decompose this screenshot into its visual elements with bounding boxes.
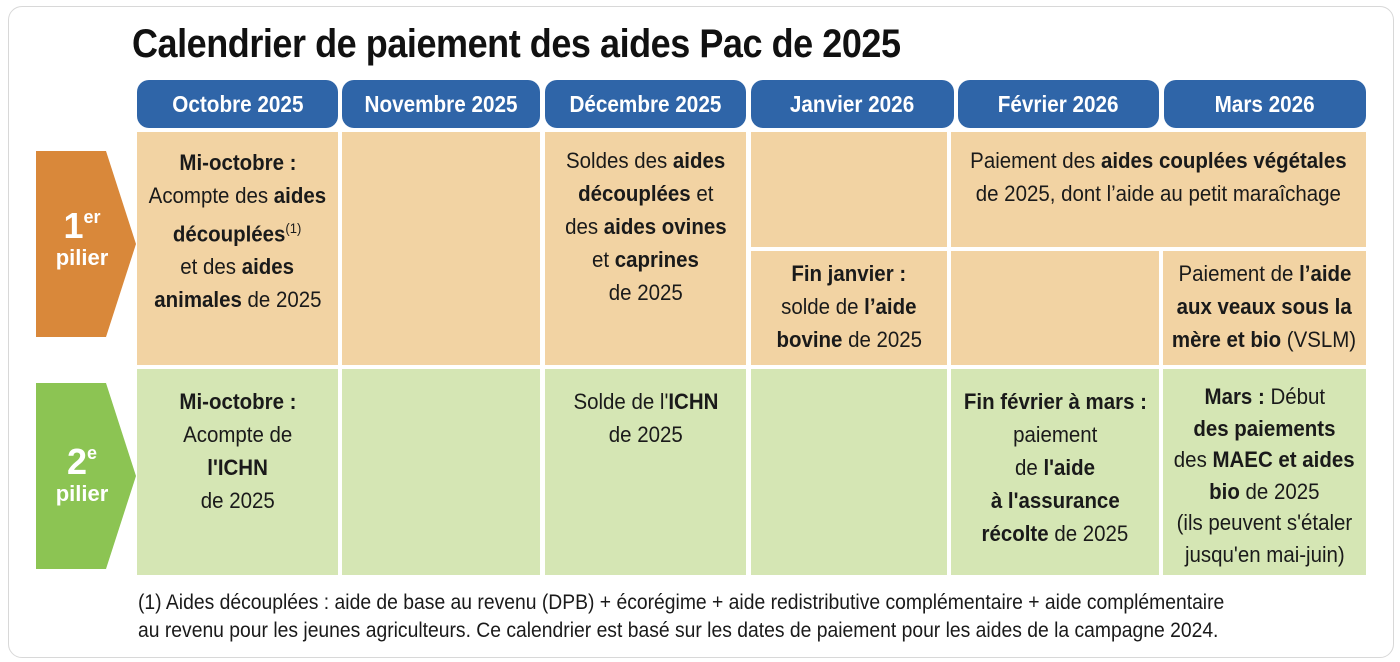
month-header-january: Janvier 2026	[751, 80, 954, 128]
month-header-march: Mars 2026	[1164, 80, 1366, 128]
pillar1-january-top-cell	[751, 132, 947, 247]
pillar1-november-cell	[342, 132, 540, 365]
pillar1-february-bottom-cell	[951, 251, 1159, 365]
pillar1-march-bottom-cell: Paiement de l’aide aux veaux sous la mère et bio (VSLM)	[1163, 251, 1366, 365]
pillar1-december-cell: Soldes des aides découplées et des aides ovines et caprines de 2025	[545, 132, 746, 365]
pillar1-label: 1er pilier	[55, 205, 109, 270]
pillar1-october-cell: Mi-octobre : Acompte des aides découplées$^{(1)}$ et des aides animales de 2025	[137, 132, 338, 365]
month-header-december: Décembre 2025	[545, 80, 746, 128]
footnote-line-2: au revenu pour les jeunes agriculteurs. Ce calendrier est basé sur les dates de paiement pour les aides de la campagne 2024.	[138, 619, 1219, 642]
pillar2-november-cell	[342, 369, 540, 575]
month-header-february: Février 2026	[958, 80, 1159, 128]
footnote-line-1: (1) Aides découplées : aide de base au revenu (DPB) + écorégime + aide redistributive complémentaire + aide complémentaire	[138, 591, 1225, 614]
month-header-november: Novembre 2025	[342, 80, 540, 128]
pillar2-october-cell: Mi-octobre : Acompte de l'ICHN de 2025	[137, 369, 338, 575]
pillar2-january-cell	[751, 369, 947, 575]
pillar1-feb-mar-top-cell: Paiement des aides couplées végétales de 2025, dont l’aide au petit maraîchage	[951, 132, 1366, 247]
pillar2-march-cell: Mars : Début des paiements des MAEC et aides bio de 2025 (ils peuvent s'étaler jusqu'en mai-juin)	[1163, 369, 1366, 575]
pillar1-january-bottom-cell: Fin janvier : solde de l’aide bovine de 2025	[751, 251, 947, 365]
pillar2-february-cell: Fin février à mars : paiement de l'aide à l'assurance récolte de 2025	[951, 369, 1159, 575]
pillar2-december-cell: Solde de l'ICHN de 2025	[545, 369, 746, 575]
month-header-october: Octobre 2025	[137, 80, 338, 128]
footnote	[138, 589, 1319, 645]
pillar2-label: 2e pilier	[55, 441, 109, 506]
page-title: Calendrier de paiement des aides Pac de 2025	[132, 22, 901, 66]
